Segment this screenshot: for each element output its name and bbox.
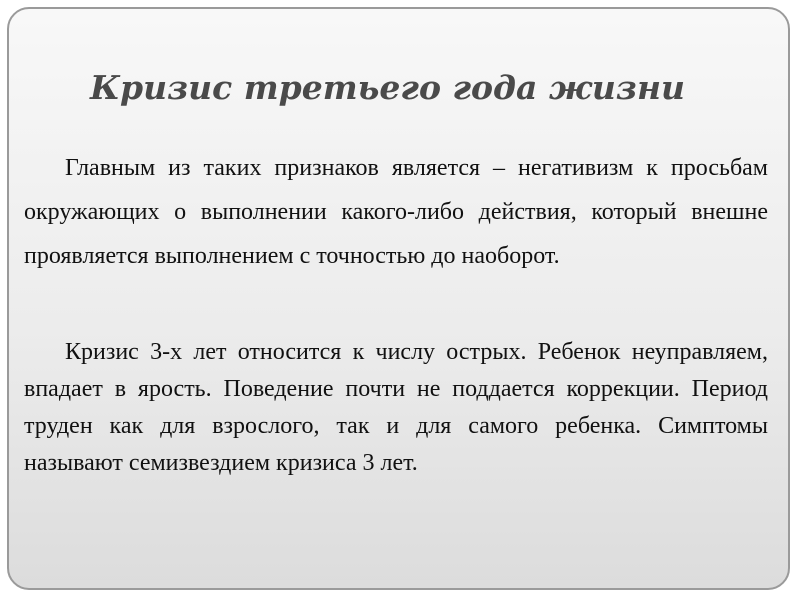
paragraph-negativism: Главным из таких признаков является – негативизм к просьбам окружающих о выполнении какого-либо действия, который внешне проявляется выполнением с точностью до наоборот.: [24, 155, 768, 269]
paragraph-crisis-description: Кризис 3-х лет относится к числу острых. Ребенок неуправляем, впадает в ярость. Поведение почти не поддается коррекции. Период труден как для взрослого, так и для самого ребенка. Симптомы называют семизвездием кризиса 3 лет.: [24, 339, 768, 476]
slide-title: Кризис третьего года жизни: [90, 68, 686, 107]
